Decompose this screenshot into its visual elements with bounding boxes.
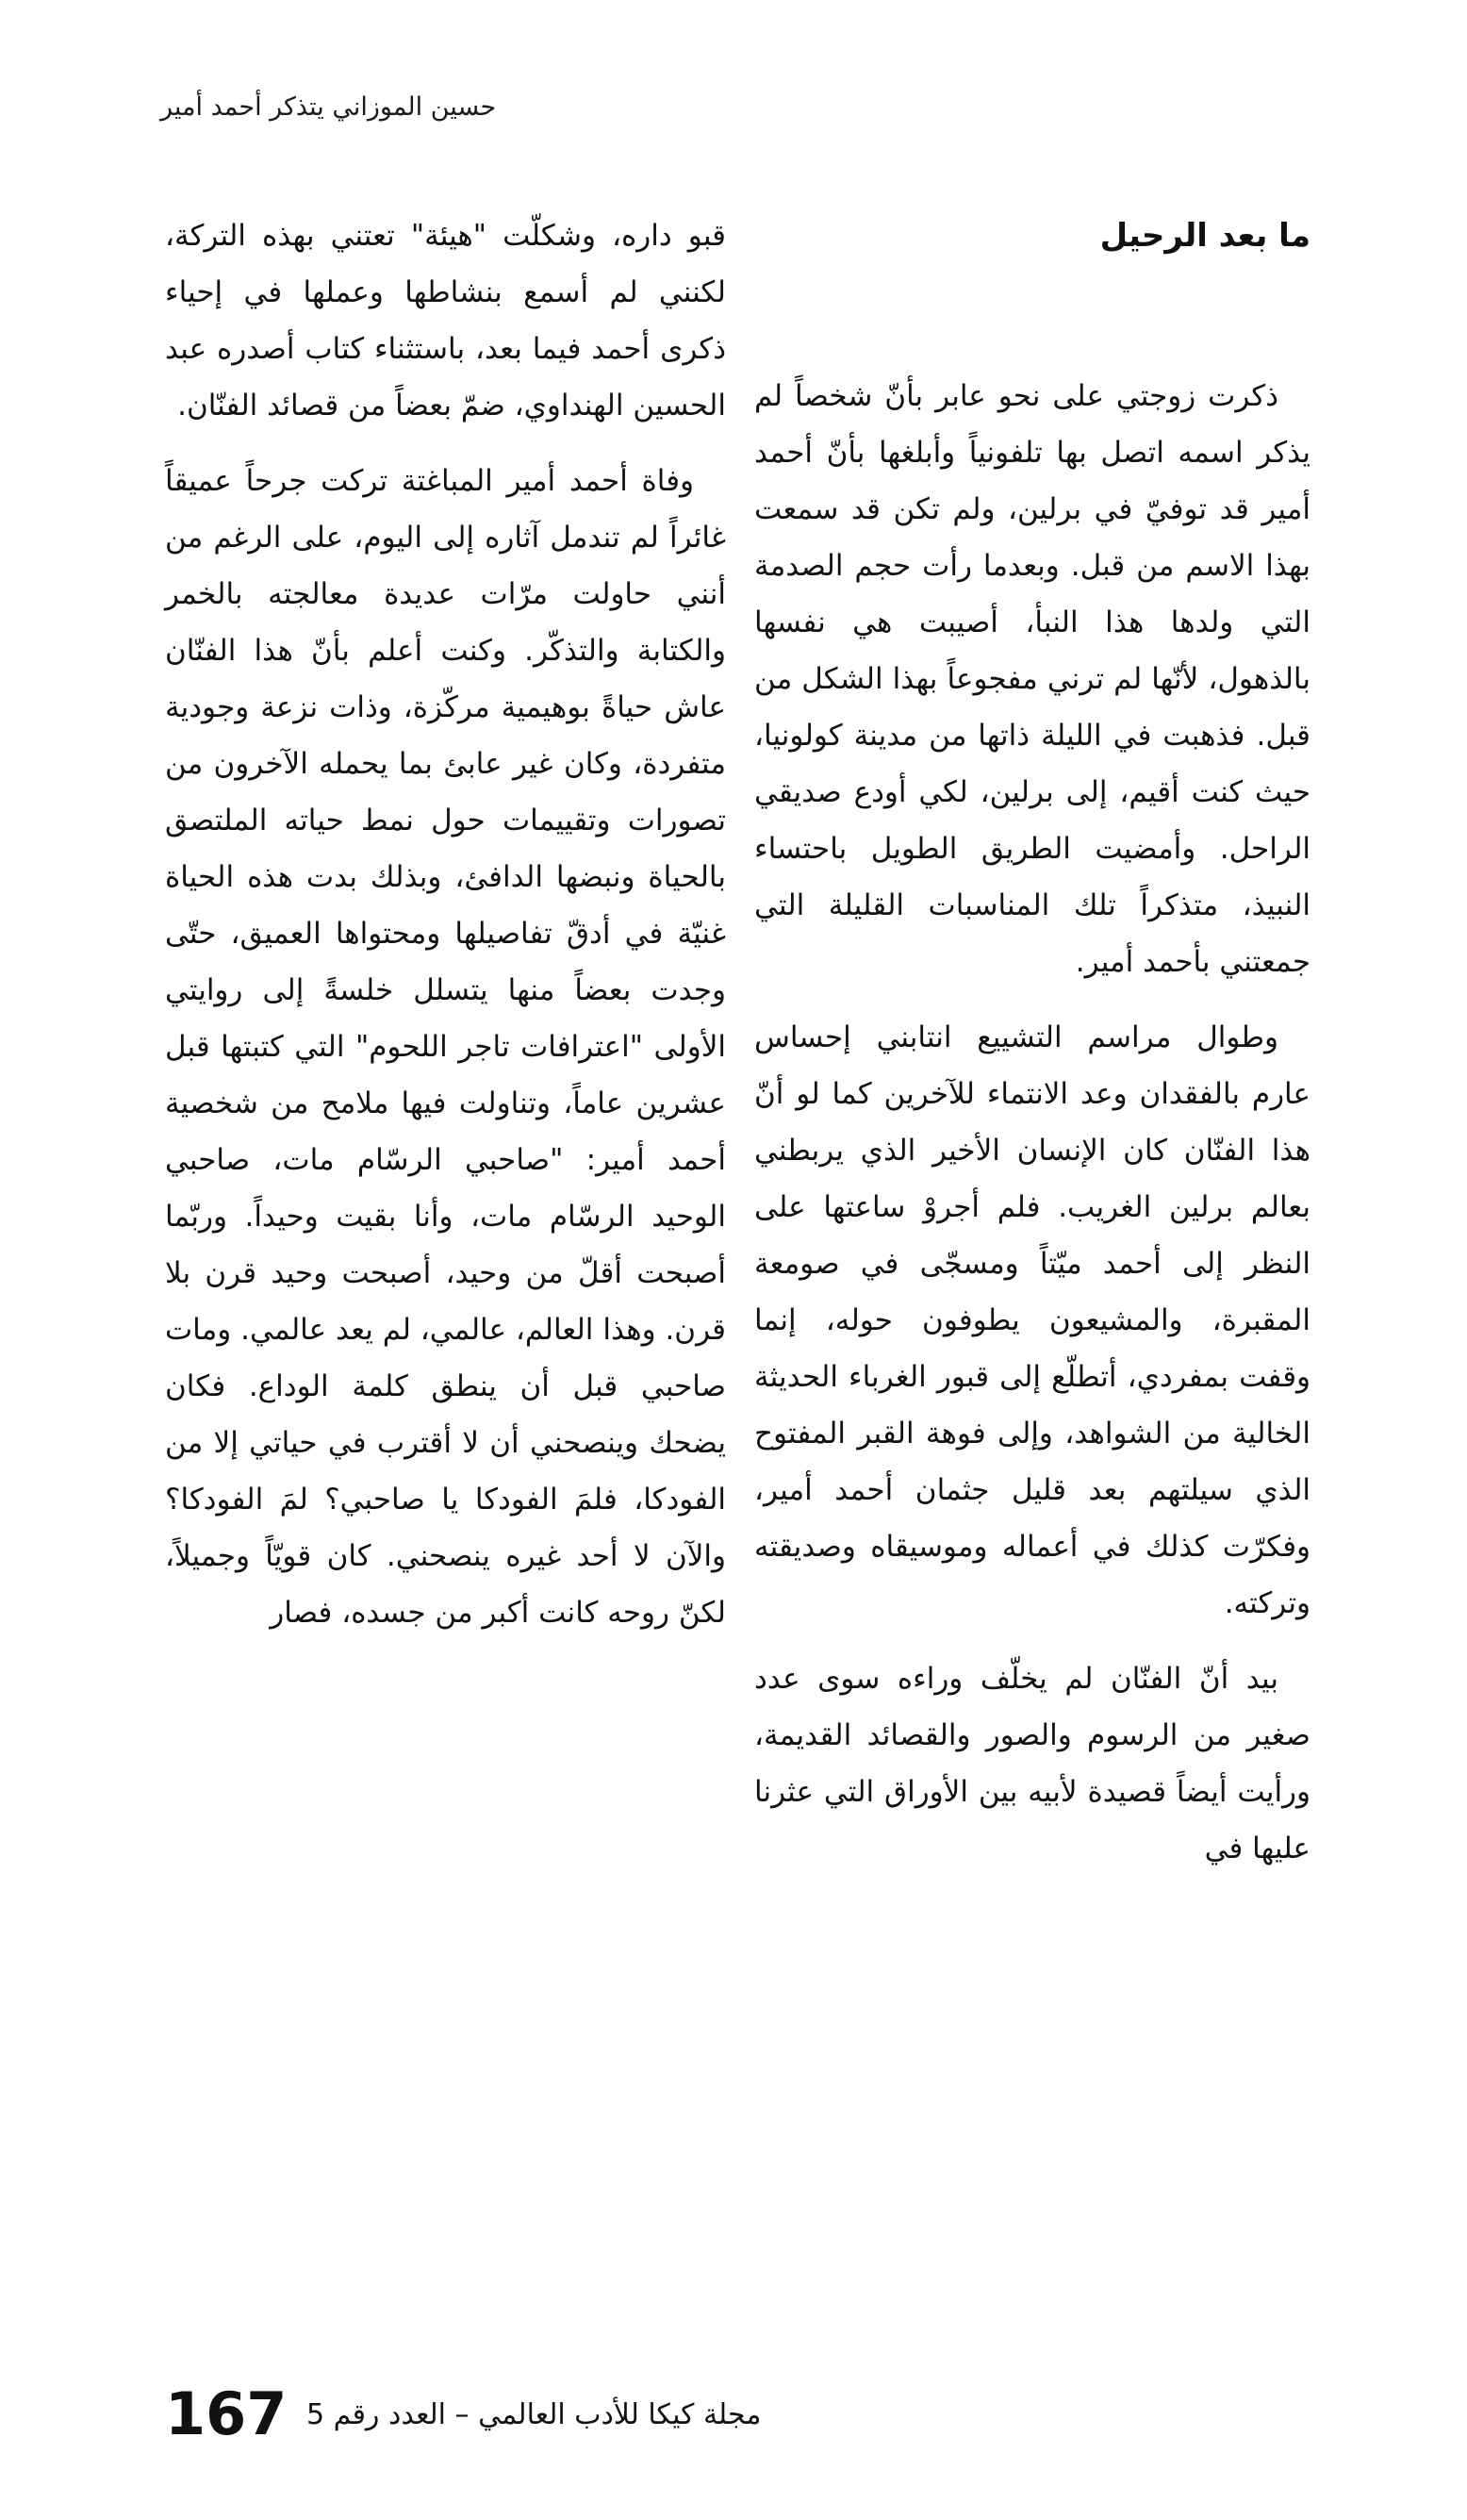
- page-number: 167: [165, 2379, 288, 2448]
- paragraph: ذكرت زوجتي على نحو عابر بأنّ شخصاً لم يذكر اسمه اتصل بها تلفونياً وأبلغها بأنّ أحمد أمير قد توفيّ في برلين، ولم تكن قد سمعت بهذا الاسم من قبل. وبعدما رأت حجم الصدمة التي ولدها هذا النبأ، أصيبت هي نفسها بالذهول، لأنّها لم ترني مفجوعاً بهذا الشكل من قبل. فذهبت في الليلة ذاتها من مدينة كولونيا، حيث كنت أقيم، إلى برلين، لكي أودع صديقي الراحل. وأمضيت الطريق الطويل باحتساء النبيذ، متذكراً تلك المناسبات القليلة التي جمعتني بأحمد أمير.: [754, 379, 1310, 979]
- left-column: [165, 207, 726, 1660]
- section-heading: ما بعد الرحيل: [1099, 217, 1310, 255]
- running-head: حسين الموزاني يتذكر أحمد أمير: [160, 92, 497, 122]
- paragraph: بيد أنّ الفنّان لم يخلّف وراءه سوى عدد صغير من الرسوم والصور والقصائد القديمة، ورأيت أيضاً قصيدة لأبيه بين الأوراق التي عثرنا عليها في: [754, 1662, 1310, 1865]
- journal-name: مجلة كيكا للأدب العالمي – العدد رقم 5: [306, 2398, 762, 2431]
- paragraph: وطوال مراسم التشييع انتابني إحساس عارم بالفقدان وعد الانتماء للآخرين كما لو أنّ هذا الفنّان كان الإنسان الأخير الذي يربطني بعالم برلين الغريب. فلم أجروْ ساعتها على النظر إلى أحمد ميّتاً ومسجّى في صومعة المقبرة، والمشيعون يطوفون حوله، إنما وقفت بمفردي، أتطلّع إلى قبور الغرباء الحديثة الخالية من الشواهد، وإلى فوهة القبر المفتوح الذي سيلتهم بعد قليل جثمان أحمد أمير، وفكرّت كذلك في أعماله وموسيقاه وصديقته وتركته.: [754, 1020, 1310, 1620]
- paragraph: قبو داره، وشكلّت "هيئة" تعتني بهذه التركة، لكنني لم أسمع بنشاطها وعملها في إحياء ذكرى أحمد فيما بعد، باستثناء كتاب أصدره عبد الحسين الهنداوي، ضمّ بعضاً من قصائد الفنّان.: [165, 219, 726, 423]
- right-column: [754, 207, 1310, 1896]
- page-footer: [165, 2381, 1306, 2447]
- paragraph: وفاة أحمد أمير المباغتة تركت جرحاً عميقاً غائراً لم تندمل آثاره إلى اليوم، على الرغم من أنني حاولت مرّات عديدة معالجته بالخمر والكتابة والتذكّر. وكنت أعلم بأنّ هذا الفنّان عاش حياةً بوهيمية مركّزة، وذات نزعة وجودية متفردة، وكان غير عابئ بما يحمله الآخرون من تصورات وتقييمات حول نمط حياته الملتصق بالحياة ونبضها الدافئ، وبذلك بدت هذه الحياة غنيّة في أدقّ تفاصيلها ومحتواها العميق، حتّى وجدت بعضاً منها يتسلل خلسةً إلى روايتي الأولى "اعترافات تاجر اللحوم" التي كتبتها قبل عشرين عاماً، وتناولت فيها ملامح من شخصية أحمد أمير: "صاحبي الرسّام مات، صاحبي الوحيد الرسّام مات، وأنا بقيت وحيداً. وربّما أصبحت أقلّ من وحيد، أصبحت وحيد قرن بلا قرن. وهذا العالم، عالمي، لم يعد عالمي. ومات صاحبي قبل أن ينطق كلمة الوداع. فكان يضحك وينصحني أن لا أقترب في حياتي إلا من الفودكا، فلمَ الفودكا يا صاحبي؟ لمَ الفودكا؟ والآن لا أحد غيره ينصحني. كان قويّاً وجميلاً، لكنّ روحه كانت أكبر من جسده، فصار: [165, 464, 726, 1630]
